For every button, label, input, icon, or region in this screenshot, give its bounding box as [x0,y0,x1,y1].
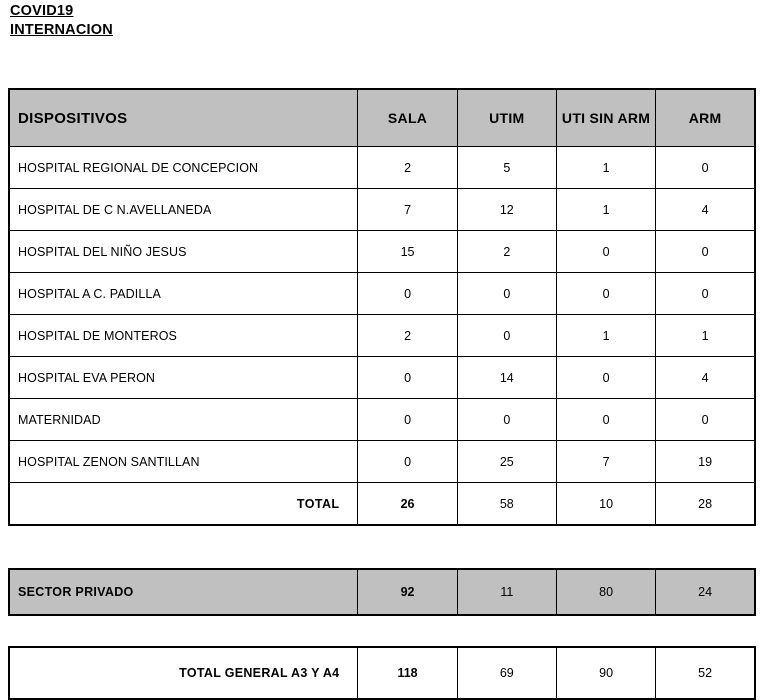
total-arm: 28 [656,483,755,526]
cell-sala: 15 [358,231,457,273]
cell-utim: 5 [457,147,556,189]
table-header [9,89,755,147]
table-row [9,315,755,357]
table-row [9,147,755,189]
cell-arm: 0 [656,231,755,273]
page-title-line-2: INTERNACION [10,22,113,38]
cell-arm: 4 [656,357,755,399]
page-title [10,2,113,40]
cell-uti-sin-arm: 1 [556,189,655,231]
row-label: HOSPITAL ZENON SANTILLAN [9,441,358,483]
total-utim: 58 [457,483,556,526]
total-sala: 26 [358,483,457,526]
cell-utim: 25 [457,441,556,483]
sector-privado-arm: 24 [656,569,755,615]
cell-utim: 0 [457,399,556,441]
table-body [9,147,755,526]
cell-sala: 0 [358,399,457,441]
page-title-line-1: COVID19 [10,3,74,19]
total-general-uti-sin-arm: 90 [556,647,655,699]
row-label: HOSPITAL EVA PERON [9,357,358,399]
cell-arm: 1 [656,315,755,357]
column-header-dispositivos: DISPOSITIVOS [9,89,358,147]
cell-utim: 0 [457,315,556,357]
table-row [9,189,755,231]
cell-uti-sin-arm: 1 [556,315,655,357]
column-header-sala: SALA [358,89,457,147]
sector-privado-row [9,569,755,615]
cell-sala: 0 [358,441,457,483]
total-general-arm: 52 [656,647,755,699]
cell-sala: 2 [358,147,457,189]
cell-arm: 0 [656,399,755,441]
column-header-uti-sin-arm: UTI SIN ARM [556,89,655,147]
row-label: HOSPITAL DE MONTEROS [9,315,358,357]
cell-arm: 4 [656,189,755,231]
cell-arm: 0 [656,273,755,315]
column-header-utim: UTIM [457,89,556,147]
cell-uti-sin-arm: 7 [556,441,655,483]
sector-privado-table [8,568,756,616]
cell-utim: 0 [457,273,556,315]
cell-uti-sin-arm: 1 [556,147,655,189]
column-header-arm: ARM [656,89,755,147]
cell-uti-sin-arm: 0 [556,357,655,399]
total-label: TOTAL [9,483,358,526]
internacion-table [8,88,756,526]
cell-uti-sin-arm: 0 [556,231,655,273]
cell-utim: 14 [457,357,556,399]
total-general-utim: 69 [457,647,556,699]
cell-utim: 12 [457,189,556,231]
cell-sala: 0 [358,273,457,315]
total-general-sala: 118 [358,647,457,699]
cell-sala: 7 [358,189,457,231]
cell-arm: 19 [656,441,755,483]
total-general-label: TOTAL GENERAL A3 Y A4 [9,647,358,699]
sector-privado-utim: 11 [457,569,556,615]
table-row [9,357,755,399]
table-row [9,399,755,441]
row-label: MATERNIDAD [9,399,358,441]
cell-utim: 2 [457,231,556,273]
row-label: HOSPITAL DEL NIÑO JESUS [9,231,358,273]
sector-privado-uti-sin-arm: 80 [556,569,655,615]
row-label: HOSPITAL REGIONAL DE CONCEPCION [9,147,358,189]
total-uti-sin-arm: 10 [556,483,655,526]
row-label: HOSPITAL DE C N.AVELLANEDA [9,189,358,231]
sector-privado-sala: 92 [358,569,457,615]
table-row [9,441,755,483]
cell-sala: 0 [358,357,457,399]
table-total-row [9,483,755,526]
table-row [9,273,755,315]
table-row [9,231,755,273]
cell-uti-sin-arm: 0 [556,399,655,441]
total-general-table [8,646,756,700]
cell-uti-sin-arm: 0 [556,273,655,315]
row-label: HOSPITAL A C. PADILLA [9,273,358,315]
sector-privado-label: SECTOR PRIVADO [9,569,358,615]
cell-arm: 0 [656,147,755,189]
table-header-row [9,89,755,147]
cell-sala: 2 [358,315,457,357]
total-general-row [9,647,755,699]
